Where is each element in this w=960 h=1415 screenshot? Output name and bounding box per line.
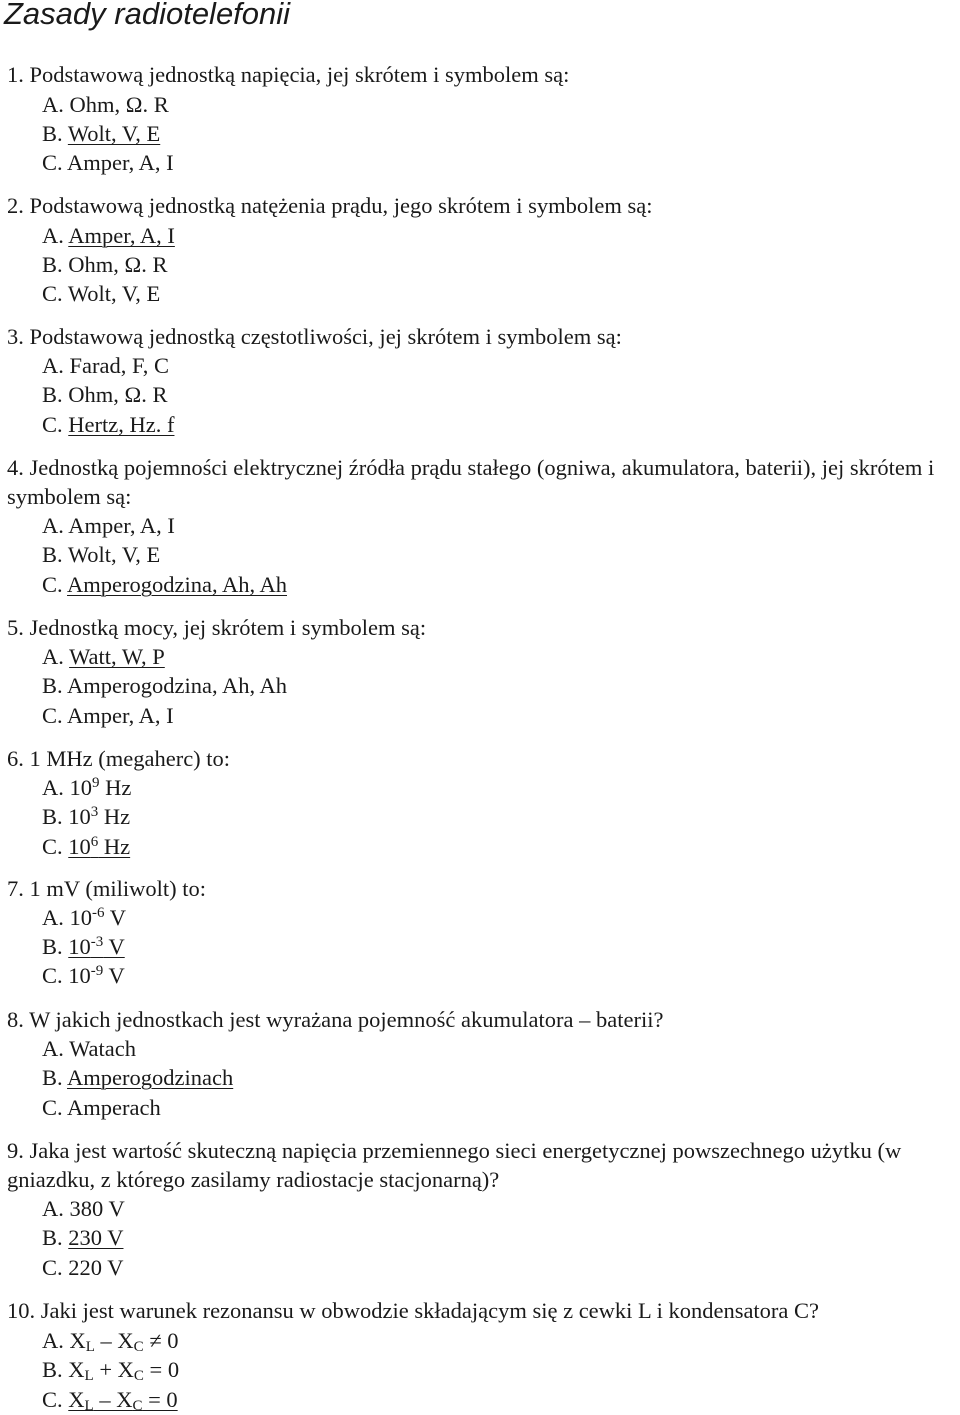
answer-option <box>42 540 160 569</box>
power-base: 10 <box>68 934 91 959</box>
unit-text: Hz <box>98 804 131 829</box>
correct-answer: 230 V <box>68 1225 124 1250</box>
answer-option <box>42 1063 233 1092</box>
question-text: 3. Podstawową jednostką częstotliwości, jej skrótem i symbolem są: <box>7 324 622 349</box>
option-letter: A. <box>42 92 64 117</box>
answer-option <box>42 410 174 439</box>
option-text: Amper, A, I <box>67 703 174 728</box>
power-base: 10 <box>68 963 91 988</box>
power-base: 10 <box>69 775 92 800</box>
power-base: 10 <box>68 804 91 829</box>
question-text: 8. W jakich jednostkach jest wyrażana pojemność akumulatora – baterii? <box>7 1007 664 1032</box>
answer-option <box>42 773 131 802</box>
answer-option <box>42 221 175 250</box>
answer-option <box>42 1385 178 1414</box>
correct-answer: Hertz, Hz. f <box>68 412 175 437</box>
option-letter: B. <box>42 934 63 959</box>
unit-text: V <box>103 963 125 988</box>
option-letter: A. <box>42 223 64 248</box>
option-text <box>70 905 126 930</box>
formula-subscript: C <box>133 1368 144 1384</box>
answer-option <box>42 148 174 177</box>
page-title: Zasady radiotelefonii <box>4 0 291 31</box>
option-text: Ohm, Ω. R <box>68 252 168 277</box>
formula-subscript: C <box>132 1398 143 1414</box>
answer-option <box>42 1326 179 1355</box>
answer-option <box>42 961 125 990</box>
formula-subscript: L <box>84 1368 94 1384</box>
correct-answer: Wolt, V, E <box>67 121 161 146</box>
answer-option <box>42 279 160 308</box>
option-letter: A. <box>42 1036 64 1061</box>
option-letter: B. <box>42 673 63 698</box>
power-base: 10 <box>69 905 92 930</box>
formula-part: – X <box>93 1387 133 1412</box>
power-exponent: 9 <box>92 775 100 791</box>
formula-subscript: L <box>85 1339 95 1355</box>
option-letter: B. <box>42 1357 63 1382</box>
answer-option <box>42 1355 179 1384</box>
option-letter: C. <box>42 1255 63 1280</box>
option-text: 220 V <box>68 1255 124 1280</box>
question-text: 9. Jaka jest wartość skuteczną napięcia przemiennego sieci energetycznej powszechnego użytku (w gniazdku, z którego zasilamy radiostacje stacjonarną)? <box>7 1138 902 1192</box>
option-text <box>70 1328 179 1353</box>
answer-option <box>42 351 169 380</box>
power-exponent: 3 <box>90 804 99 820</box>
option-letter: B. <box>42 804 63 829</box>
correct-answer: Amperogodzina, Ah, Ah <box>67 572 287 597</box>
formula-part: = 0 <box>143 1357 180 1382</box>
answer-option <box>42 1093 161 1122</box>
correct-answer <box>68 934 124 959</box>
option-text: Amperogodzina, Ah, Ah <box>67 673 287 698</box>
option-letter: C. <box>42 150 63 175</box>
correct-answer <box>68 1387 177 1412</box>
option-letter: B. <box>42 252 63 277</box>
option-letter: A. <box>42 905 64 930</box>
correct-answer: Watt, W, P <box>69 644 165 669</box>
option-letter: B. <box>42 121 63 146</box>
unit-text: V <box>103 934 125 959</box>
unit-text: V <box>104 905 126 930</box>
unit-text: Hz <box>99 775 132 800</box>
answer-option <box>42 570 287 599</box>
option-letter: A. <box>42 1328 64 1353</box>
formula-part: X <box>69 1328 86 1353</box>
question-text: 1. Podstawową jednostką napięcia, jej skrótem i symbolem są: <box>7 62 570 87</box>
option-text <box>68 1357 179 1382</box>
option-text: Amperach <box>67 1095 161 1120</box>
option-text: Farad, F, C <box>69 353 169 378</box>
option-text: 380 V <box>69 1196 125 1221</box>
option-text: Wolt, V, E <box>67 281 161 306</box>
answer-option <box>42 903 126 932</box>
option-letter: A. <box>42 1196 64 1221</box>
answer-option <box>42 671 287 700</box>
question-text: 2. Podstawową jednostką natężenia prądu, jego skrótem i symbolem są: <box>7 193 653 218</box>
option-text: Amper, A, I <box>67 150 174 175</box>
option-text: Wolt, V, E <box>67 542 161 567</box>
option-letter: C. <box>42 703 63 728</box>
option-text: Ohm, Ω. R <box>68 382 168 407</box>
option-letter: B. <box>42 1225 63 1250</box>
power-exponent: -9 <box>90 963 104 979</box>
option-text: Watach <box>69 1036 136 1061</box>
question-text: 10. Jaki jest warunek rezonansu w obwodzie składającym się z cewki L i kondensatora C? <box>7 1298 820 1323</box>
answer-option <box>42 932 125 961</box>
option-text: Amper, A, I <box>68 513 175 538</box>
question-text: 4. Jednostką pojemności elektrycznej źródła prądu stałego (ogniwa, akumulatora, baterii), jej skrótem i symbolem są: <box>7 455 935 509</box>
answer-option <box>42 1034 136 1063</box>
question-text: 6. 1 MHz (megaherc) to: <box>7 746 231 771</box>
formula-part: – X <box>94 1328 134 1353</box>
option-letter: A. <box>42 775 64 800</box>
answer-option <box>42 119 160 148</box>
correct-answer <box>68 834 130 859</box>
option-letter: A. <box>42 513 64 538</box>
correct-answer: Amperogodzinach <box>67 1065 234 1090</box>
option-letter: C. <box>42 572 63 597</box>
formula-part: + X <box>93 1357 134 1382</box>
question-text: 5. Jednostką mocy, jej skrótem i symbolem są: <box>7 615 427 640</box>
answer-option <box>42 1253 123 1282</box>
question-text: 7. 1 mV (miliwolt) to: <box>7 876 206 901</box>
answer-option <box>42 90 169 119</box>
option-letter: C. <box>42 281 63 306</box>
option-letter: C. <box>42 834 63 859</box>
option-letter: C. <box>42 1095 63 1120</box>
correct-answer: Amper, A, I <box>68 223 175 248</box>
option-text <box>68 963 124 988</box>
option-text <box>70 775 132 800</box>
option-text <box>68 804 130 829</box>
unit-text: Hz <box>98 834 131 859</box>
power-exponent: 6 <box>90 834 99 850</box>
answer-option <box>42 802 130 831</box>
power-exponent: -3 <box>90 934 104 950</box>
answer-option <box>42 701 174 730</box>
option-letter: A. <box>42 353 64 378</box>
option-letter: A. <box>42 644 64 669</box>
option-letter: C. <box>42 1387 63 1412</box>
option-letter: B. <box>42 542 63 567</box>
formula-part: ≠ 0 <box>143 1328 179 1353</box>
power-exponent: -6 <box>92 905 105 921</box>
option-letter: C. <box>42 412 63 437</box>
answer-option <box>42 511 175 540</box>
answer-option <box>42 1194 125 1223</box>
option-text: Ohm, Ω. R <box>69 92 169 117</box>
option-letter: B. <box>42 382 63 407</box>
formula-subscript: C <box>133 1339 144 1355</box>
formula-part: X <box>68 1357 85 1382</box>
formula-part: = 0 <box>142 1387 178 1412</box>
answer-option <box>42 642 165 671</box>
power-base: 10 <box>68 834 91 859</box>
answer-option <box>42 832 130 861</box>
answer-option <box>42 380 168 409</box>
formula-subscript: L <box>84 1398 94 1414</box>
option-letter: B. <box>42 1065 63 1090</box>
answer-option <box>42 1223 123 1252</box>
formula-part: X <box>68 1387 85 1412</box>
option-letter: C. <box>42 963 63 988</box>
answer-option <box>42 250 168 279</box>
